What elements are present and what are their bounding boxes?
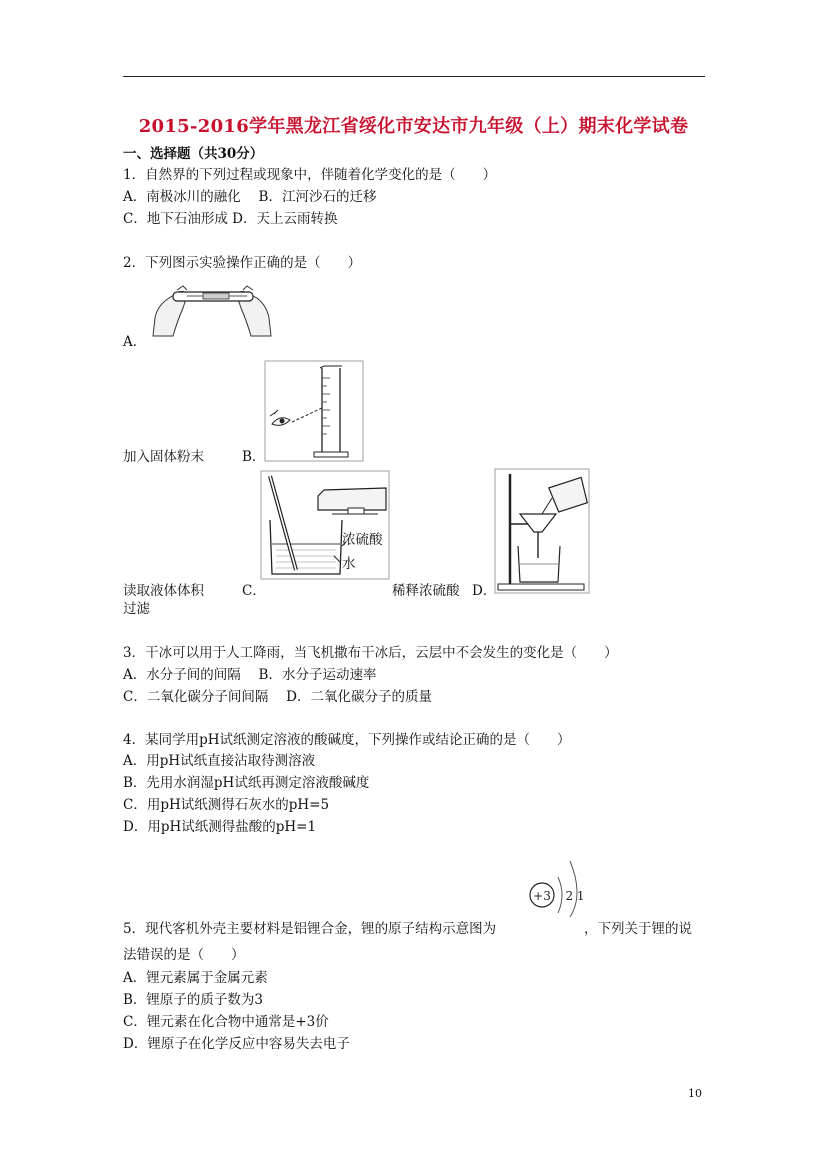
- q4-stem: 4．某同学用pH试纸测定溶液的酸碱度，下列操作或结论正确的是（ ）: [123, 732, 571, 748]
- q2-option-d-label: D．: [472, 583, 497, 599]
- q5-option-b: B．锂原子的质子数为3: [123, 992, 264, 1008]
- electron-shells: 2 1: [565, 889, 585, 903]
- label-water: 水: [342, 556, 356, 572]
- q1-options-cd: C．地下石油形成 D．天上云雨转换: [123, 211, 338, 227]
- q2-stem: 2．下列图示实验操作正确的是（ ）: [123, 255, 362, 271]
- label-conc-acid: 浓硫酸: [342, 532, 383, 548]
- q5-stem-cont: 法错误的是（ ）: [123, 947, 245, 963]
- lithium-atom-diagram: [524, 855, 594, 919]
- q4-option-a: A．用pH试纸直接沾取待测溶液: [123, 753, 316, 769]
- q5-option-c: C．锂元素在化合物中通常是+3价: [123, 1014, 329, 1030]
- q5-option-a: A．锂元素属于金属元素: [123, 970, 268, 986]
- q1-options-ab: A．南极冰川的融化 B．江河沙石的迁移: [123, 189, 377, 205]
- q5-option-d: D．锂原子在化学反应中容易失去电子: [123, 1036, 350, 1052]
- q2-option-d-text: 过滤: [123, 601, 150, 617]
- page-number: 10: [688, 1087, 702, 1100]
- q1-stem: 1．自然界的下列过程或现象中，伴随着化学变化的是（ ）: [123, 167, 497, 183]
- q5-stem-start: 5．现代客机外壳主要材料是铝锂合金，锂的原子结构示意图为: [123, 921, 497, 937]
- q2-option-b-text: 读取液体体积: [123, 583, 204, 599]
- figure-add-powder: [147, 278, 277, 338]
- q3-stem: 3．干冰可以用于人工降雨，当飞机撒布干冰后，云层中不会发生的变化是（ ）: [123, 645, 618, 661]
- figure-filtration: [494, 468, 590, 594]
- q2-option-c-label: C．: [242, 583, 266, 599]
- q2-option-b-label: B．: [242, 449, 266, 465]
- q2-option-a-label: A．: [123, 334, 147, 350]
- q2-option-a-text: 加入固体粉末: [123, 449, 204, 465]
- nucleus-charge: +3: [533, 889, 551, 903]
- q4-option-d: D．用pH试纸测得盐酸的pH=1: [123, 819, 317, 835]
- q4-option-c: C．用pH试纸测得石灰水的pH=5: [123, 797, 330, 813]
- header-rule: [123, 76, 705, 77]
- page-title: 2015-2016学年黑龙江省绥化市安达市九年级（上）期末化学试卷: [138, 116, 689, 137]
- figure-dilute-acid: [260, 470, 390, 580]
- q3-options-ab: A．水分子间的间隔 B．水分子运动速率: [123, 667, 377, 683]
- q5-stem-end: ，下列关于锂的说: [584, 921, 692, 937]
- q2-option-c-text: 稀释浓硫酸: [392, 583, 460, 599]
- section-heading: 一、选择题（共30分）: [123, 146, 264, 162]
- q3-options-cd: C．二氧化碳分子间间隔 D．二氧化碳分子的质量: [123, 689, 432, 705]
- q4-option-b: B．先用水润湿pH试纸再测定溶液酸碱度: [123, 775, 370, 791]
- figure-read-cylinder: [264, 360, 364, 462]
